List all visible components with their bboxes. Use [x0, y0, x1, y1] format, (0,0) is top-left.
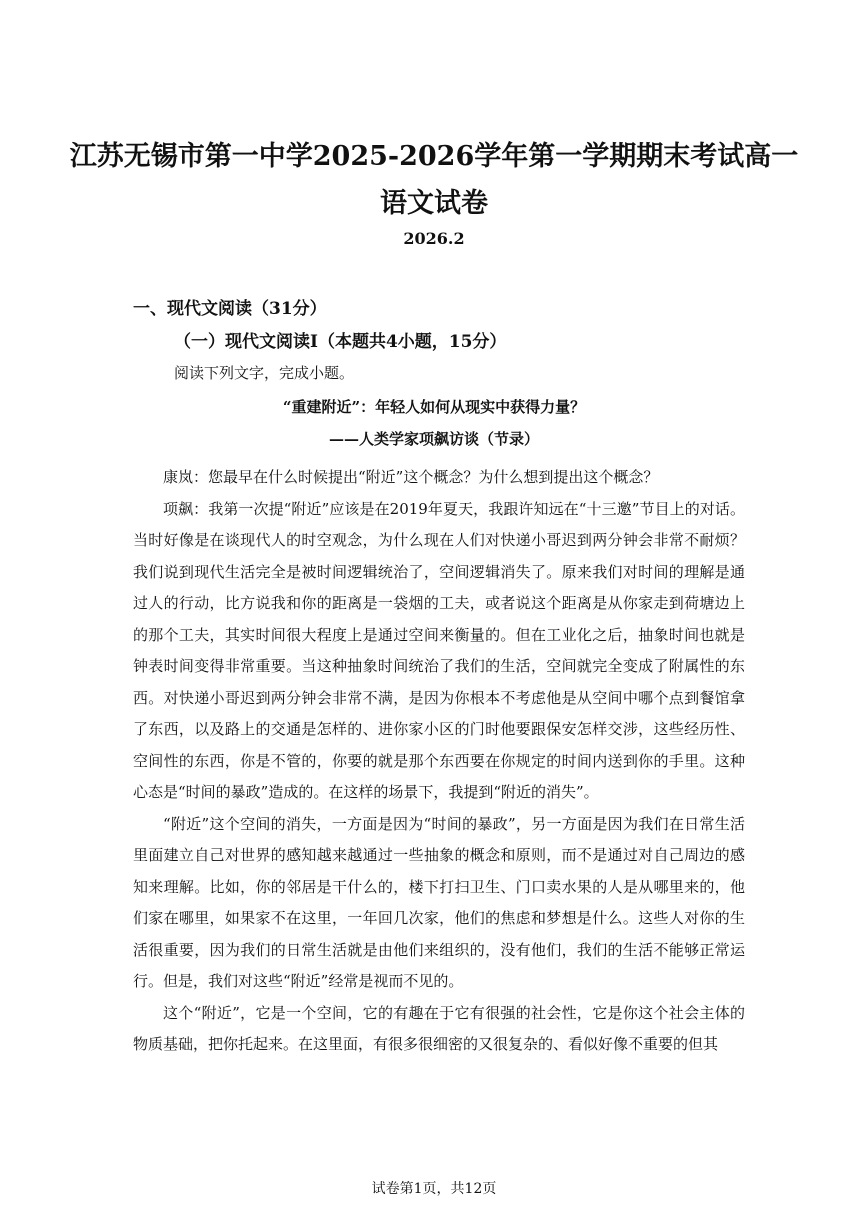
- article-title: “重建附近”：年轻人如何从现实中获得力量？: [282, 398, 586, 416]
- article-subtitle: ——人类学家项飙访谈（节录）: [328, 430, 539, 448]
- sub-section-heading: （一）现代文阅读I（本题共4小题，15分）: [174, 332, 507, 352]
- section-heading: 一、现代文阅读（31分）: [133, 299, 327, 319]
- reading-instruction: 阅读下列文字，完成小题。: [174, 364, 355, 382]
- article-paragraph: 康岚：您最早在什么时候提出“附近”这个概念？为什么想到提出这个概念？: [163, 468, 659, 486]
- article-body: [133, 462, 745, 1061]
- exam-date: 2026.2: [403, 229, 465, 248]
- exam-title-line-1: 江苏无锡市第一中学2025-2026学年第一学期期末考试高一: [69, 141, 799, 172]
- article-paragraph: “附近”这个空间的消失，一方面是因为“时间的暴政”，另一方面是因为我们在日常生活里面建立自己对世界的感知越来越通过一些抽象的概念和原则，而不是通过对自己周边的感知来理解。比如，你的邻居是干什么的，楼下打扫卫生、门口卖水果的人是从哪里来的，他们家在哪里，如果家不在这里，一年回几次家，他们的焦虑和梦想是什么。这些人对你的生活很重要，因为我们的日常生活就是由他们来组织的，没有他们，我们的生活不能够正常运行。但是，我们对这些“附近”经常是视而不见的。: [133, 814, 745, 990]
- page-footer: 试卷第1页，共12页: [371, 1181, 497, 1197]
- exam-title-line-2: 语文试卷: [380, 188, 488, 219]
- article-paragraph: 项飙：我第一次提“附近”应该是在2019年夏天，我跟许知远在“十三邀”节目上的对话。当时好像是在谈现代人的时空观念，为什么现在人们对快递小哥迟到两分钟会非常不耐烦？我们说到现代生活完全是被时间逻辑统治了，空间逻辑消失了。原来我们对时间的理解是通过人的行动，比方说我和你的距离是一袋烟的工夫，或者说这个距离是从你家走到荷塘边上的那个工夫，其实时间很大程度上是通过空间来衡量的。但在工业化之后，抽象时间也就是钟表时间变得非常重要。当这种抽象时间统治了我们的生活，空间就完全变成了附属性的东西。对快递小哥迟到两分钟会非常不满，是因为你根本不考虑他是从空间中哪个点到餐馆拿了东西，以及路上的交通是怎样的、进你家小区的门时他要跟保安怎样交涉，这些经历性、空间性的东西，你是不管的，你要的就是那个东西要在你规定的时间内送到你的手里。这种心态是“时间的暴政”造成的。在这样的场景下，我提到“附近的消失”。: [133, 499, 745, 801]
- article-paragraph: 这个“附近”，它是一个空间，它的有趣在于它有很强的社会性，它是你这个社会主体的物质基础，把你托起来。在这里面，有很多很细密的又很复杂的、看似好像不重要的但其: [133, 1003, 745, 1053]
